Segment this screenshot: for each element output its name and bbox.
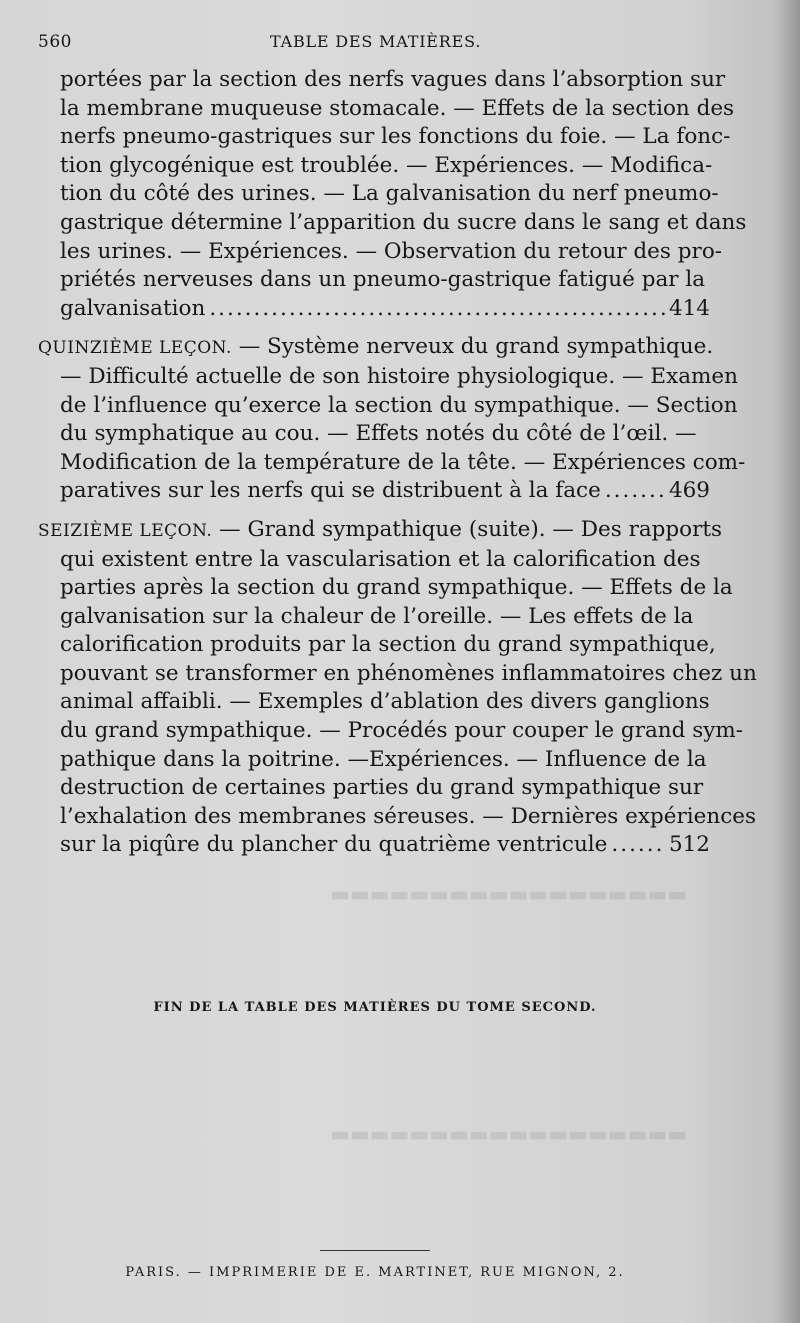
toc-entry-quinzieme <box>38 333 746 506</box>
entry-line: l’exhalation des membranes séreuses. — Dernières expériences <box>60 803 757 829</box>
entry-line: — Difficulté actuelle de son histoire physiologique. — Examen <box>60 363 738 389</box>
table-of-contents <box>38 66 757 870</box>
lecon-title: SEIZIÈME LEÇON. <box>38 520 213 541</box>
entry-line: du symphatique au cou. — Effets notés du côté de l’œil. — <box>60 421 697 447</box>
show-through: ▬▬▬▬▬▬▬▬▬▬▬▬▬▬▬▬▬▬ <box>330 1122 688 1146</box>
entry-line: qui existent entre la vascularisation et la calorification des <box>60 546 701 572</box>
page-number: 560 <box>38 32 72 52</box>
entry-line: Modification de la température de la tête. — Expériences com- <box>60 449 746 475</box>
running-title: TABLE DES MATIÈRES. <box>270 32 482 51</box>
entry-line: destruction de certaines parties du grand sympathique sur <box>60 775 704 801</box>
entry-line: — Système nerveux du grand sympathique. <box>238 334 714 360</box>
entry-line: paratives sur les nerfs qui se distribuent à la face <box>60 478 601 504</box>
page-reference: 512 <box>668 832 710 858</box>
entry-line: parties après la section du grand sympathique. — Effets de la <box>60 575 733 601</box>
entry-line: du grand sympathique. — Procédés pour couper le grand sym- <box>60 718 744 744</box>
entry-first-line <box>38 333 714 363</box>
entry-line: gastrique détermine l’apparition du sucre dans le sang et dans <box>60 209 747 235</box>
toc-entry-seizieme <box>38 516 757 860</box>
entry-line: calorification produits par la section du grand sympathique, <box>60 632 716 658</box>
entry-line: de l’influence qu’exerce la section du sympathique. — Section <box>60 392 738 418</box>
entry-line: — Grand sympathique (suite). — Des rapports <box>219 516 723 542</box>
printer-imprint: PARIS. — IMPRIMERIE DE E. MARTINET, RUE MIGNON, 2. <box>125 1265 625 1280</box>
entry-last-line <box>38 477 710 506</box>
entry-line: galvanisation sur la chaleur de l’oreille. — Les effets de la <box>60 603 694 629</box>
lecon-title: QUINZIÈME LEÇON. <box>38 338 232 359</box>
page-reference: 469 <box>668 478 710 504</box>
show-through: ▬▬▬▬▬▬▬▬▬▬▬▬▬▬▬▬▬▬ <box>330 882 688 906</box>
entry-line: la membrane muqueuse stomacale. — Effets de la section des <box>60 95 735 121</box>
entry-line: nerfs pneumo-gastriques sur les fonctions du foie. — La fonc- <box>60 124 731 150</box>
dot-leader <box>209 295 665 324</box>
entry-line: priétés nerveuses dans un pneumo-gastrique fatigué par la <box>60 267 706 293</box>
entry-line: animal affaibli. — Exemples d’ablation des divers ganglions <box>60 689 710 715</box>
page-reference: 414 <box>668 295 710 321</box>
entry-last-line <box>38 295 710 324</box>
entry-line: les urines. — Expériences. — Observation du retour des pro- <box>60 238 723 264</box>
entry-last-line <box>38 831 710 860</box>
entry-line: pathique dans la poitrine. —Expériences. — Influence de la <box>60 746 707 772</box>
entry-line: sur la piqûre du plancher du quatrième ventricule <box>60 832 608 858</box>
entry-line: pouvant se transformer en phénomènes inflammatoires chez un <box>60 660 757 686</box>
entry-line: portées par la section des nerfs vagues dans l’absorption sur <box>60 67 726 92</box>
entry-line: galvanisation <box>60 295 206 321</box>
entry-line: tion du côté des urines. — La galvanisation du nerf pneumo- <box>60 181 719 207</box>
entry-line: tion glycogénique est troublée. — Expériences. — Modifica- <box>60 152 713 178</box>
dot-leader <box>611 831 665 860</box>
end-of-table-note: FIN DE LA TABLE DES MATIÈRES DU TOME SECOND. <box>153 1000 597 1015</box>
divider-rule <box>320 1250 430 1251</box>
entry-first-line <box>38 516 723 546</box>
page-edge-shadow <box>774 0 800 1323</box>
toc-entry-continuation <box>38 66 747 323</box>
dot-leader <box>605 477 665 506</box>
page-header <box>38 32 698 58</box>
